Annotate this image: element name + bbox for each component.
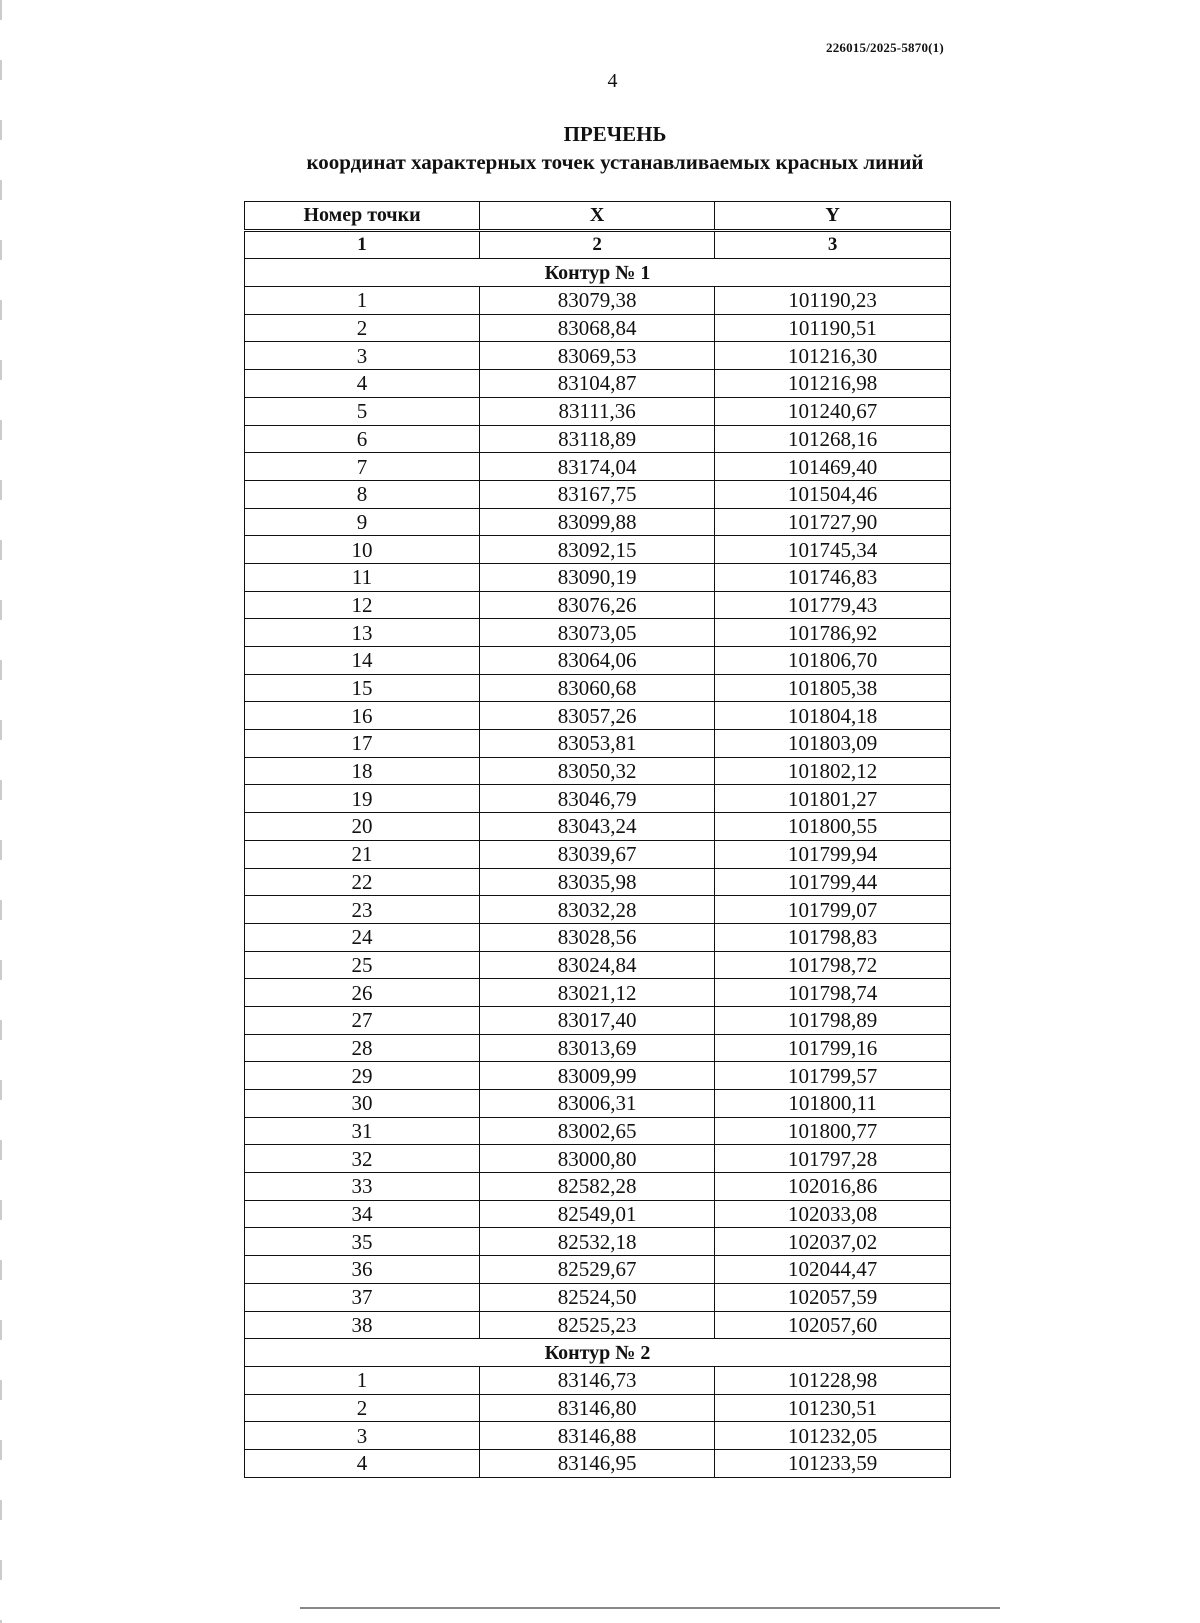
- y-coordinate-cell: 101504,46: [715, 480, 951, 508]
- point-number-cell: 1: [245, 287, 480, 315]
- y-coordinate-cell: 101469,40: [715, 453, 951, 481]
- table-row: [245, 1090, 951, 1118]
- point-number-cell: 16: [245, 702, 480, 730]
- point-number-cell: 15: [245, 674, 480, 702]
- table-row: [245, 730, 951, 758]
- y-coordinate-cell: 101779,43: [715, 591, 951, 619]
- point-number-cell: 23: [245, 896, 480, 924]
- x-coordinate-cell: 82549,01: [480, 1200, 715, 1228]
- x-coordinate-cell: 83076,26: [480, 591, 715, 619]
- x-coordinate-cell: 82524,50: [480, 1283, 715, 1311]
- x-coordinate-cell: 83013,69: [480, 1034, 715, 1062]
- y-coordinate-cell: 101190,23: [715, 287, 951, 315]
- x-coordinate-cell: 83146,88: [480, 1422, 715, 1450]
- y-coordinate-cell: 102037,02: [715, 1228, 951, 1256]
- y-coordinate-cell: 101228,98: [715, 1366, 951, 1394]
- y-coordinate-cell: 101799,57: [715, 1062, 951, 1090]
- x-coordinate-cell: 83099,88: [480, 508, 715, 536]
- x-coordinate-cell: 82529,67: [480, 1256, 715, 1284]
- x-coordinate-cell: 83069,53: [480, 342, 715, 370]
- point-number-cell: 37: [245, 1283, 480, 1311]
- table-row: [245, 674, 951, 702]
- table-row: [245, 536, 951, 564]
- x-coordinate-cell: 83035,98: [480, 868, 715, 896]
- document-id: 226015/2025-5870(1): [826, 40, 944, 55]
- table-row: [245, 1422, 951, 1450]
- point-number-cell: 7: [245, 453, 480, 481]
- x-coordinate-cell: 83111,36: [480, 397, 715, 425]
- point-number-cell: 2: [245, 1394, 480, 1422]
- table-row: [245, 896, 951, 924]
- y-coordinate-cell: 101745,34: [715, 536, 951, 564]
- y-coordinate-cell: 101798,72: [715, 951, 951, 979]
- table-header-row: [245, 202, 951, 231]
- scan-edge: [0, 0, 2, 1623]
- table-row: [245, 757, 951, 785]
- contour-label: Контур № 1: [245, 259, 951, 287]
- y-coordinate-cell: 101190,51: [715, 314, 951, 342]
- x-coordinate-cell: 83028,56: [480, 923, 715, 951]
- contour-header-row: [245, 1339, 951, 1367]
- header-y: Y: [715, 202, 951, 231]
- x-coordinate-cell: 83118,89: [480, 425, 715, 453]
- column-number-2: 2: [480, 230, 715, 259]
- x-coordinate-cell: 83046,79: [480, 785, 715, 813]
- y-coordinate-cell: 101799,07: [715, 896, 951, 924]
- table-row: [245, 480, 951, 508]
- x-coordinate-cell: 83043,24: [480, 813, 715, 841]
- y-coordinate-cell: 101801,27: [715, 785, 951, 813]
- table-row: [245, 951, 951, 979]
- point-number-cell: 1: [245, 1366, 480, 1394]
- table-row: [245, 785, 951, 813]
- table-row: [245, 425, 951, 453]
- table-row: [245, 868, 951, 896]
- x-coordinate-cell: 83050,32: [480, 757, 715, 785]
- table-row: [245, 647, 951, 675]
- y-coordinate-cell: 101746,83: [715, 563, 951, 591]
- table-row: [245, 370, 951, 398]
- column-number-3: 3: [715, 230, 951, 259]
- x-coordinate-cell: 83073,05: [480, 619, 715, 647]
- x-coordinate-cell: 83032,28: [480, 896, 715, 924]
- y-coordinate-cell: 101805,38: [715, 674, 951, 702]
- y-coordinate-cell: 101727,90: [715, 508, 951, 536]
- point-number-cell: 33: [245, 1173, 480, 1201]
- y-coordinate-cell: 101798,89: [715, 1006, 951, 1034]
- x-coordinate-cell: 83053,81: [480, 730, 715, 758]
- y-coordinate-cell: 101216,30: [715, 342, 951, 370]
- contour-header-row: [245, 259, 951, 287]
- x-coordinate-cell: 83090,19: [480, 563, 715, 591]
- point-number-cell: 2: [245, 314, 480, 342]
- y-coordinate-cell: 101268,16: [715, 425, 951, 453]
- table-row: [245, 1311, 951, 1339]
- table-row: [245, 563, 951, 591]
- y-coordinate-cell: 101803,09: [715, 730, 951, 758]
- x-coordinate-cell: 83092,15: [480, 536, 715, 564]
- table-row: [245, 508, 951, 536]
- table-row: [245, 1034, 951, 1062]
- table-body: [245, 259, 951, 1477]
- table-row: [245, 840, 951, 868]
- table-row: [245, 1062, 951, 1090]
- y-coordinate-cell: 101802,12: [715, 757, 951, 785]
- point-number-cell: 3: [245, 1422, 480, 1450]
- x-coordinate-cell: 83146,80: [480, 1394, 715, 1422]
- point-number-cell: 31: [245, 1117, 480, 1145]
- page-title: ПРЕЧЕНЬ: [563, 122, 667, 146]
- y-coordinate-cell: 101806,70: [715, 647, 951, 675]
- x-coordinate-cell: 83146,73: [480, 1366, 715, 1394]
- page-subtitle: координат характерных точек устанавливаемых красных линий: [306, 150, 924, 174]
- table-row: [245, 1366, 951, 1394]
- point-number-cell: 6: [245, 425, 480, 453]
- header-point-number: Номер точки: [245, 202, 480, 231]
- x-coordinate-cell: 83079,38: [480, 287, 715, 315]
- column-number-1: 1: [245, 230, 480, 259]
- y-coordinate-cell: 101799,44: [715, 868, 951, 896]
- table-row: [245, 591, 951, 619]
- point-number-cell: 25: [245, 951, 480, 979]
- y-coordinate-cell: 102016,86: [715, 1173, 951, 1201]
- table-row: [245, 314, 951, 342]
- x-coordinate-cell: 83146,95: [480, 1449, 715, 1477]
- x-coordinate-cell: 83000,80: [480, 1145, 715, 1173]
- point-number-cell: 9: [245, 508, 480, 536]
- header-x: X: [480, 202, 715, 231]
- y-coordinate-cell: 101786,92: [715, 619, 951, 647]
- table-row: [245, 1117, 951, 1145]
- x-coordinate-cell: 83017,40: [480, 1006, 715, 1034]
- point-number-cell: 5: [245, 397, 480, 425]
- x-coordinate-cell: 83057,26: [480, 702, 715, 730]
- column-numbers-row: [245, 230, 951, 259]
- y-coordinate-cell: 101798,83: [715, 923, 951, 951]
- table-row: [245, 1228, 951, 1256]
- table-row: [245, 702, 951, 730]
- point-number-cell: 13: [245, 619, 480, 647]
- table-row: [245, 1449, 951, 1477]
- y-coordinate-cell: 101232,05: [715, 1422, 951, 1450]
- y-coordinate-cell: 101230,51: [715, 1394, 951, 1422]
- x-coordinate-cell: 83009,99: [480, 1062, 715, 1090]
- x-coordinate-cell: 83039,67: [480, 840, 715, 868]
- y-coordinate-cell: 102057,59: [715, 1283, 951, 1311]
- point-number-cell: 20: [245, 813, 480, 841]
- table-row: [245, 1256, 951, 1284]
- x-coordinate-cell: 83006,31: [480, 1090, 715, 1118]
- y-coordinate-cell: 102033,08: [715, 1200, 951, 1228]
- point-number-cell: 14: [245, 647, 480, 675]
- table-row: [245, 342, 951, 370]
- y-coordinate-cell: 101804,18: [715, 702, 951, 730]
- table-row: [245, 619, 951, 647]
- point-number-cell: 19: [245, 785, 480, 813]
- x-coordinate-cell: 83064,06: [480, 647, 715, 675]
- y-coordinate-cell: 101240,67: [715, 397, 951, 425]
- coordinates-table-container: [244, 201, 951, 1478]
- point-number-cell: 17: [245, 730, 480, 758]
- x-coordinate-cell: 83068,84: [480, 314, 715, 342]
- table-row: [245, 1394, 951, 1422]
- x-coordinate-cell: 83167,75: [480, 480, 715, 508]
- y-coordinate-cell: 101798,74: [715, 979, 951, 1007]
- x-coordinate-cell: 83002,65: [480, 1117, 715, 1145]
- table-row: [245, 287, 951, 315]
- point-number-cell: 30: [245, 1090, 480, 1118]
- point-number-cell: 34: [245, 1200, 480, 1228]
- point-number-cell: 27: [245, 1006, 480, 1034]
- point-number-cell: 35: [245, 1228, 480, 1256]
- y-coordinate-cell: 102044,47: [715, 1256, 951, 1284]
- point-number-cell: 21: [245, 840, 480, 868]
- point-number-cell: 4: [245, 370, 480, 398]
- scan-bottom-line: [300, 1607, 1000, 1609]
- x-coordinate-cell: 83024,84: [480, 951, 715, 979]
- table-row: [245, 979, 951, 1007]
- point-number-cell: 36: [245, 1256, 480, 1284]
- contour-label: Контур № 2: [245, 1339, 951, 1367]
- table-row: [245, 1283, 951, 1311]
- point-number-cell: 4: [245, 1449, 480, 1477]
- y-coordinate-cell: 101799,94: [715, 840, 951, 868]
- y-coordinate-cell: 101797,28: [715, 1145, 951, 1173]
- point-number-cell: 28: [245, 1034, 480, 1062]
- point-number-cell: 3: [245, 342, 480, 370]
- point-number-cell: 24: [245, 923, 480, 951]
- x-coordinate-cell: 83104,87: [480, 370, 715, 398]
- point-number-cell: 18: [245, 757, 480, 785]
- table-row: [245, 923, 951, 951]
- table-row: [245, 1006, 951, 1034]
- table-row: [245, 397, 951, 425]
- y-coordinate-cell: 101799,16: [715, 1034, 951, 1062]
- x-coordinate-cell: 82525,23: [480, 1311, 715, 1339]
- point-number-cell: 10: [245, 536, 480, 564]
- page-number: 4: [607, 70, 618, 92]
- table-row: [245, 813, 951, 841]
- table-row: [245, 1145, 951, 1173]
- point-number-cell: 22: [245, 868, 480, 896]
- point-number-cell: 12: [245, 591, 480, 619]
- y-coordinate-cell: 101800,55: [715, 813, 951, 841]
- y-coordinate-cell: 101216,98: [715, 370, 951, 398]
- point-number-cell: 38: [245, 1311, 480, 1339]
- y-coordinate-cell: 102057,60: [715, 1311, 951, 1339]
- x-coordinate-cell: 83174,04: [480, 453, 715, 481]
- x-coordinate-cell: 82532,18: [480, 1228, 715, 1256]
- table-row: [245, 1173, 951, 1201]
- coordinates-table: [244, 201, 951, 1478]
- point-number-cell: 32: [245, 1145, 480, 1173]
- x-coordinate-cell: 83021,12: [480, 979, 715, 1007]
- point-number-cell: 26: [245, 979, 480, 1007]
- table-row: [245, 1200, 951, 1228]
- x-coordinate-cell: 83060,68: [480, 674, 715, 702]
- y-coordinate-cell: 101800,11: [715, 1090, 951, 1118]
- point-number-cell: 8: [245, 480, 480, 508]
- x-coordinate-cell: 82582,28: [480, 1173, 715, 1201]
- y-coordinate-cell: 101233,59: [715, 1449, 951, 1477]
- y-coordinate-cell: 101800,77: [715, 1117, 951, 1145]
- point-number-cell: 11: [245, 563, 480, 591]
- table-row: [245, 453, 951, 481]
- point-number-cell: 29: [245, 1062, 480, 1090]
